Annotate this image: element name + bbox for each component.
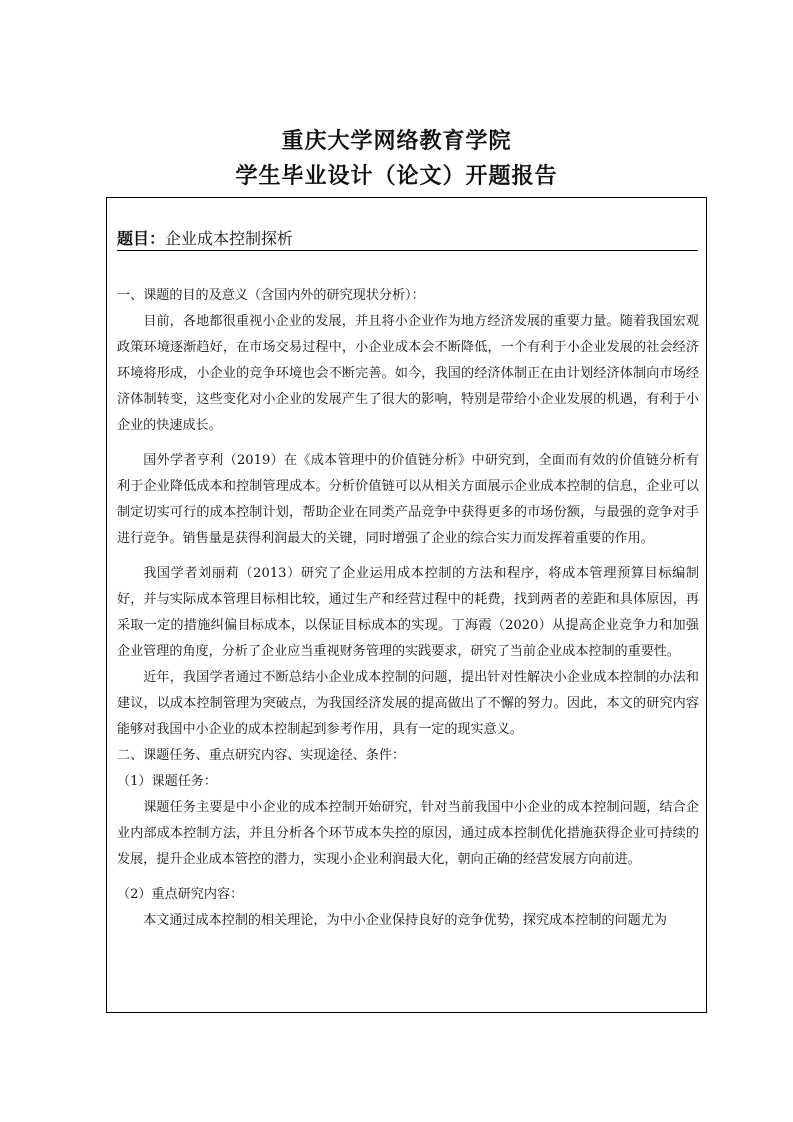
topic-value: 企业成本控制探析 — [165, 229, 294, 248]
section1-paragraph-2: 国外学者亨利（2019）在《成本管理中的价值链分析》中研究到，全面而有效的价值链分析有利于企业降低成本和控制管理成本。分析价值链可以从相关方面展示企业成本控制的信息，企业可以制定切实可行的成本控制计划，帮助企业在同类产品竞争中获得更多的市场份额，与最强的竞争对手进行竞争。销售量是获得利润最大的关键，同时增强了企业的综合实力而发挥着重要的作用。 — [117, 453, 699, 546]
section1-paragraph-3: 我国学者刘丽莉（2013）研究了企业运用成本控制的方法和程序，将成本管理预算目标编制好，并与实际成本管理目标相比较，通过生产和经营过程中的耗费，找到两者的差距和具体原因，再采取一定的措施纠偏目标成本，以保证目标成本的实现。丁海霞（2020）从提高企业竞争力和加强企业管理的角度，分析了企业应当重视财务管理的实践要求，研究了当前企业成本控制的重要性。 — [117, 566, 699, 659]
section1-paragraph-1: 目前，各地都很重视小企业的发展，并且将小企业作为地方经济发展的重要力量。随着我国宏观政策环境逐渐趋好，在市场交易过程中，小企业成本会不断降低，一个有利于小企业发展的社会经济环境将形成，小企业的竞争环境也会不断完善。如今，我国的经济体制正在由计划经济体制向市场经济体制转变，这些变化对小企业的发展产生了很大的影响，特别是带给小企业发展的机遇，有利于小企业的快速成长。 — [117, 314, 699, 433]
section1-heading: 一、课题的目的及意义（含国内外的研究现状分析）： — [117, 288, 425, 303]
topic-label: 题目： — [117, 229, 166, 248]
focus-paragraph: 本文通过成本控制的相关理论，为中小企业保持良好的竞争优势，探究成本控制的问题尤为 — [143, 913, 667, 928]
section1-paragraph-4: 近年，我国学者通过不断总结小企业成本控制的问题，提出针对性解决小企业成本控制的办法和建议，以成本控制管理为突破点，为我国经济发展的提高做出了不懈的努力。因此，本文的研究内容能够对我国中小企业的成本控制起到参考作用，具有一定的现实意义。 — [117, 670, 699, 737]
document-title-report: 学生毕业设计（论文）开题报告 — [235, 164, 558, 189]
focus-heading: （2）重点研究内容： — [117, 887, 244, 902]
topic-line — [117, 228, 698, 251]
document-title-institution: 重庆大学网络教育学院 — [281, 129, 512, 154]
report-frame — [106, 197, 707, 1013]
task-heading: （1）课题任务： — [117, 774, 217, 789]
section2-heading: 二、课题任务、重点研究内容、实现途径、条件： — [117, 748, 406, 763]
task-paragraph: 课题任务主要是中小企业的成本控制开始研究，针对当前我国中小企业的成本控制问题，结合企业内部成本控制方法，并且分析各个环节成本失控的原因，通过成本控制优化措施获得企业可持续的发展，提升企业成本管控的潜力，实现小企业利润最大化，朝向正确的经营发展方向前进。 — [117, 800, 699, 867]
report-body — [117, 283, 699, 934]
